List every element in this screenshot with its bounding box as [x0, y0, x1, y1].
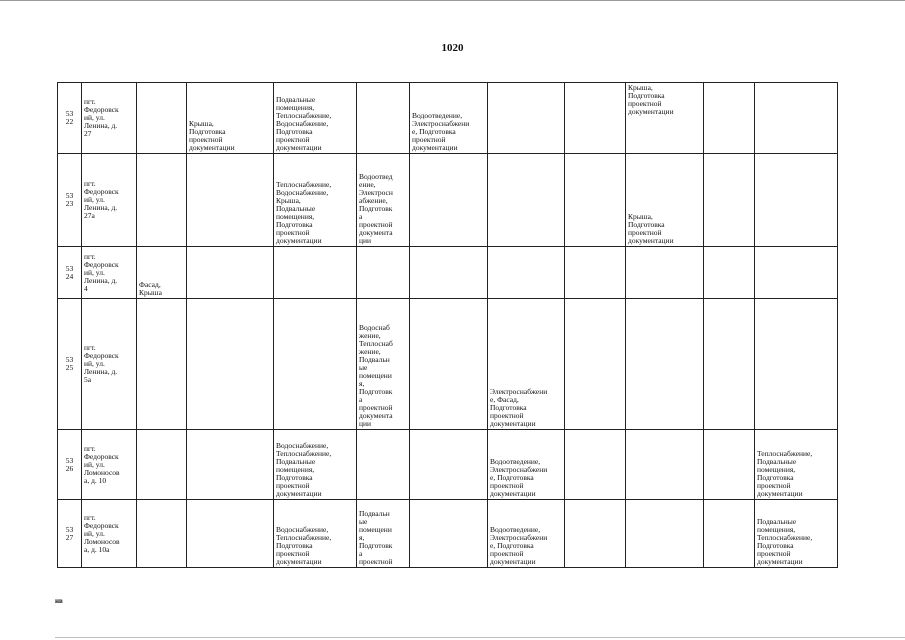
work-cell-1 — [137, 154, 187, 247]
work-cell-3 — [274, 299, 357, 430]
work-cell-10: Теплоснабжение, Подвальные помещения, Подготовка проектной документации — [755, 430, 838, 500]
table-row — [58, 247, 838, 299]
work-cell-5 — [410, 299, 488, 430]
address-cell: пгт. Федоровск ий, ул. Ленина, д. 5а — [82, 299, 137, 430]
table-row — [58, 299, 838, 430]
work-cell-4: Водоотвед ение, Электросн абжение, Подготовк а проектной документа ции — [357, 154, 410, 247]
table-row — [58, 430, 838, 500]
address-cell: пгт. Федоровск ий, ул. Ломоносов а, д. 10 — [82, 430, 137, 500]
work-cell-2 — [187, 299, 274, 430]
work-cell-8: Крыша, Подготовка проектной документации — [626, 154, 704, 247]
work-cell-6: Водоотведение, Электроснабжени е, Подготовка проектной документации — [488, 500, 565, 568]
row-number: 53 25 — [58, 299, 82, 430]
row-number: 53 22 — [58, 83, 82, 154]
row-number: 53 27 — [58, 500, 82, 568]
work-cell-8 — [626, 247, 704, 299]
work-cell-9 — [704, 83, 755, 154]
work-cell-6 — [488, 83, 565, 154]
work-cell-4 — [357, 247, 410, 299]
work-cell-9 — [704, 500, 755, 568]
repair-schedule-table — [57, 82, 838, 568]
work-cell-6: Электроснабжени е, Фасад, Подготовка проектной документации — [488, 299, 565, 430]
address-cell: пгт. Федоровск ий, ул. Ленина, д. 4 — [82, 247, 137, 299]
work-cell-10: Подвальные помещения, Теплоснабжение, Подготовка проектной документации — [755, 500, 838, 568]
row-number: 53 26 — [58, 430, 82, 500]
work-cell-7 — [565, 83, 626, 154]
table-row — [58, 500, 838, 568]
work-cell-9 — [704, 247, 755, 299]
work-cell-8 — [626, 299, 704, 430]
work-cell-6: Водоотведение, Электроснабжени е, Подготовка проектной документации — [488, 430, 565, 500]
work-cell-9 — [704, 299, 755, 430]
address-cell: пгт. Федоровск ий, ул. Ленина, д. 27 — [82, 83, 137, 154]
page-number: 1020 — [441, 42, 464, 54]
work-cell-1 — [137, 83, 187, 154]
work-cell-3: Водоснабжение, Теплоснабжение, Подвальные помещения, Подготовка проектной документации — [274, 430, 357, 500]
work-cell-5 — [410, 430, 488, 500]
work-cell-7 — [565, 500, 626, 568]
work-cell-10 — [755, 154, 838, 247]
work-cell-6 — [488, 247, 565, 299]
work-cell-2 — [187, 247, 274, 299]
work-cell-3: Водоснабжение, Теплоснабжение, Подготовка проектной документации — [274, 500, 357, 568]
work-cell-2 — [187, 500, 274, 568]
work-cell-5 — [410, 500, 488, 568]
work-cell-3 — [274, 247, 357, 299]
work-cell-7 — [565, 299, 626, 430]
work-cell-9 — [704, 430, 755, 500]
work-cell-8 — [626, 430, 704, 500]
work-cell-3: Теплоснабжение, Водоснабжение, Крыша, Подвальные помещения, Подготовка проектной документации — [274, 154, 357, 247]
work-cell-1 — [137, 299, 187, 430]
work-cell-1: Фасад, Крыша — [137, 247, 187, 299]
work-cell-4: Подвальн ые помещени я, Подготовк а проектной — [357, 500, 410, 568]
work-cell-10 — [755, 299, 838, 430]
work-cell-10 — [755, 83, 838, 154]
work-cell-3: Подвальные помещения, Теплоснабжение, Водоснабжение, Подготовка проектной документации — [274, 83, 357, 154]
work-cell-1 — [137, 500, 187, 568]
work-cell-5 — [410, 247, 488, 299]
scan-edge-line — [0, 0, 905, 1]
table-row — [58, 154, 838, 247]
footer-mark: нв — [55, 597, 63, 605]
work-cell-5 — [410, 154, 488, 247]
work-cell-5: Водоотведение, Электроснабжени е, Подготовка проектной документации — [410, 83, 488, 154]
work-cell-1 — [137, 430, 187, 500]
row-number: 53 23 — [58, 154, 82, 247]
work-cell-7 — [565, 430, 626, 500]
work-cell-2 — [187, 154, 274, 247]
work-cell-4 — [357, 83, 410, 154]
work-cell-2 — [187, 430, 274, 500]
work-cell-9 — [704, 154, 755, 247]
table-row — [58, 83, 838, 154]
scan-edge-line-bottom — [55, 637, 905, 638]
address-cell: пгт. Федоровск ий, ул. Ломоносов а, д. 10а — [82, 500, 137, 568]
row-number: 53 24 — [58, 247, 82, 299]
work-cell-2: Крыша, Подготовка проектной документации — [187, 83, 274, 154]
work-cell-4: Водоснаб жение, Теплоснаб жение, Подвальн ые помещени я, Подготовк а проектной документа ции — [357, 299, 410, 430]
work-cell-8 — [626, 500, 704, 568]
work-cell-7 — [565, 154, 626, 247]
work-cell-4 — [357, 430, 410, 500]
work-cell-7 — [565, 247, 626, 299]
work-cell-8: Крыша, Подготовка проектной документации — [626, 83, 704, 154]
work-cell-6 — [488, 154, 565, 247]
address-cell: пгт. Федоровск ий, ул. Ленина, д. 27а — [82, 154, 137, 247]
work-cell-10 — [755, 247, 838, 299]
